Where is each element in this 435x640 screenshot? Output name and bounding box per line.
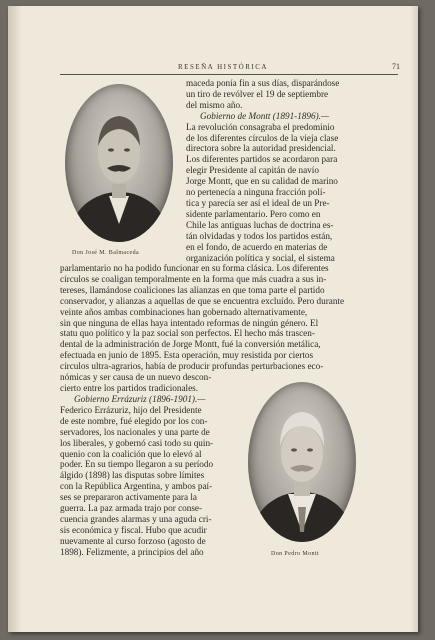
text-line: con la República Argentina, y ambos paí- [60,481,213,492]
text-line: sin que ninguna de ellas haya intentado reformas de ningún género. El [60,317,319,328]
portrait-balmaceda [65,84,173,242]
text-line: los liberales, y gobernó casi todo su quin- [60,437,214,448]
text-line: un tiro de revólver el 19 de septiembre [186,88,329,99]
portrait-montt-illustration [248,382,356,542]
text-line: sis económica y fiscal. Hubo que acudir [60,524,207,535]
book-page [8,6,418,632]
text-line: directora sobre la autoridad presidencial. [186,143,336,154]
text-column-bottom-left [60,394,240,558]
text-line: álgido (1898) las disputas sobre límites [60,470,205,481]
section-heading-errazuriz: Gobierno Errázuriz (1896-1901).— [74,394,206,404]
text-line: del mismo año. [186,99,243,110]
header-rule [60,74,398,75]
text-line: efectuada en junio de 1895. Esta operación, muy resistida por ciertos [60,350,314,361]
text-line: servadores, los nacionales y una parte de [60,426,210,437]
page-gutter-shadow [8,6,22,632]
text-line: statu quo político y la paz social son perfectos. El hecho más trascen- [60,328,315,339]
text-line: maceda ponía fin a sus días, disparándose [186,78,340,88]
portrait-balmaceda-illustration [65,84,173,242]
text-line: parlamentario no ha podido funcionar en su forma clásica. Los diferentes [60,263,329,273]
portrait-caption-montt: Don Pedro Montt [271,551,319,557]
page-edge-shadow [410,6,418,632]
text-line: organización política y social, el sistema [186,252,335,263]
section-heading-montt: Gobierno de Montt (1891-1896).— [200,110,330,121]
text-line: Los diferentes partidos se acordaron para [186,154,338,165]
text-line: Chile las antiguas luchas de doctrina es- [186,219,334,230]
text-line: quenio con la coalición que lo elevó al [60,448,202,459]
text-line: tán olvidadas y todos los partidos están, [186,230,333,241]
text-line: ses se prepararon activamente para la [60,492,197,503]
text-line: círculos se coaligan temporalmente en la forma que más cuadra a sus in- [60,273,327,284]
text-line: elegir Presidente al capitán de navío [186,165,319,176]
text-line: de este nombre, fué elegido por los con- [60,415,208,426]
running-header: RESEÑA HISTÓRICA [178,63,268,71]
text-line: veinte años ambas combinaciones han gobernado alternativamente, [60,306,308,317]
text-line: poder. En su tiempo llegaron a su período [60,459,214,470]
portrait-montt [248,382,356,542]
text-line: cierto entre los partidos tradicionales. [60,382,199,393]
text-line: nuevamente al curso forzoso (agosto de [60,535,206,546]
text-line: tica y parecía ser así el ideal de un Pre- [186,197,330,208]
text-column-top-right [186,78,408,263]
page-number: 71 [392,62,400,71]
text-line: Jorge Montt, que en su calidad de marino [186,176,338,187]
text-line: guerra. La paz armada trajo por conse- [60,503,203,514]
portrait-caption-balmaceda: Don José M. Balmaceda [72,250,140,256]
text-line: de los diferentes círculos de la vieja clase [186,132,339,143]
text-line: Federico Errázuriz, hijo del Presidente [60,404,202,415]
text-line: sidente parlamentario. Pero como en [186,208,321,219]
text-column-full-width [60,263,408,394]
text-line: conservador, y alianzas a aquellas de que se encuentra excluído. Pero durante [60,295,345,306]
text-line: dental de la administración de Jorge Montt, fué la conversión metálica, [60,339,321,350]
text-line: cuencia grandes alarmas y una aguda cri- [60,513,212,524]
text-line: en el fondo, de acuerdo en materias de [186,241,328,252]
text-line: 1898). Felizmente, a principios del año [60,546,204,557]
text-line: La revolución consagraba el predominio [186,121,335,132]
text-line: nómicas y ser causa de un nuevo descon- [60,372,212,383]
text-line: no pertenecía a ninguna fracción polí- [186,187,326,198]
text-line: círculos ultra-agrarios, había de producir profundas perturbaciones eco- [60,361,324,372]
text-line: tereses, llamándose coaliciones las alianzas en que toma parte el partido [60,284,325,295]
